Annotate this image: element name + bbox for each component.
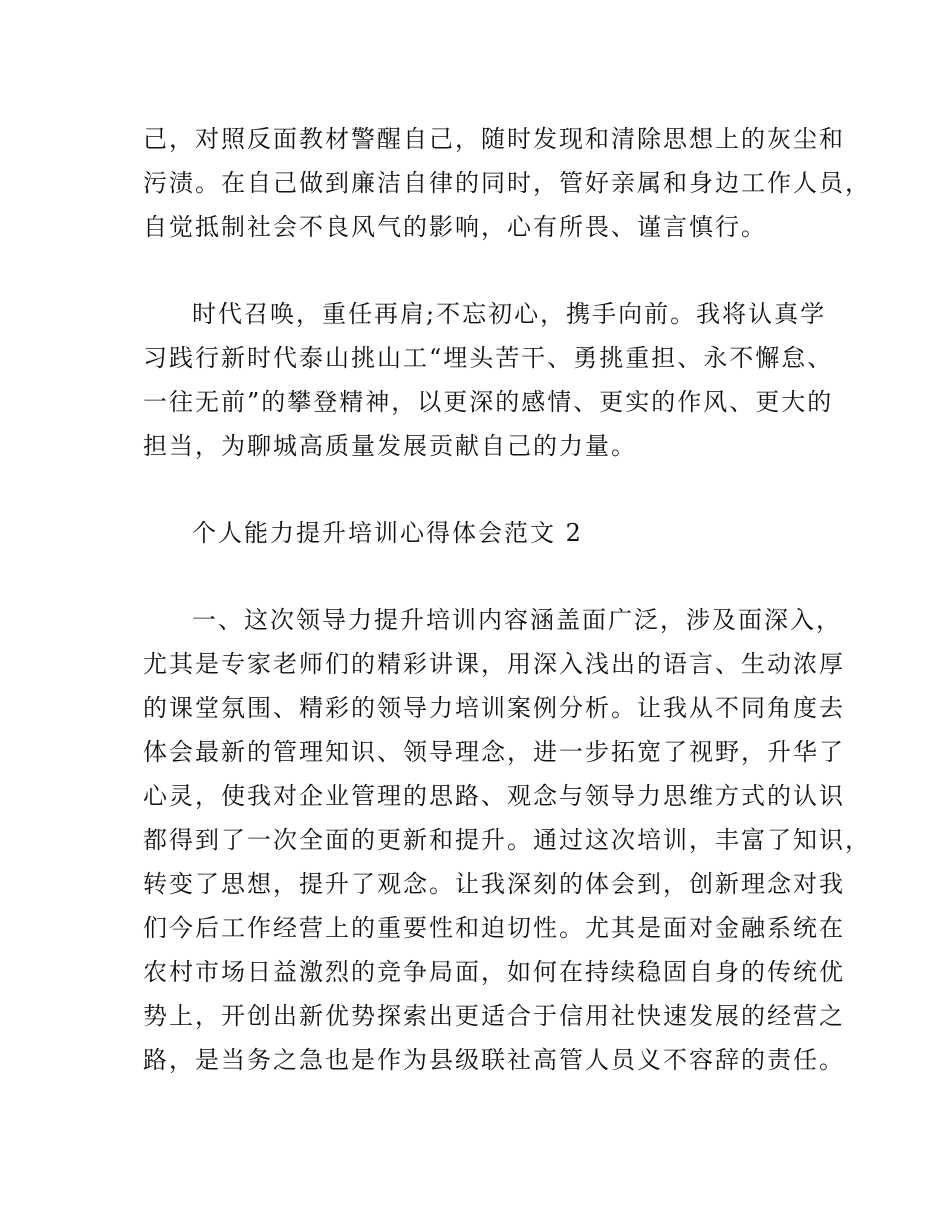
text-line: 体会最新的管理知识、领导理念，进一步拓宽了视野，升华了 [143, 738, 845, 766]
text-line: 一、这次领导力提升培训内容涵盖面广泛，涉及面深入， [192, 606, 842, 634]
text-line: 时代召唤，重任再肩;不忘初心，携手向前。我将认真学 [192, 300, 827, 328]
heading-text: 个人能力提升培训心得体会范文 2 [192, 519, 583, 547]
text-line: 习践行新时代泰山挑山工“埋头苦干、勇挑重担、永不懈怠、 [143, 344, 834, 372]
text-line: 尤其是专家老师们的精彩讲课，用深入浅出的语言、生动浓厚 [143, 650, 845, 678]
text-line: 己，对照反面教材警醒自己，随时发现和清除思想上的灰尘和 [143, 125, 845, 153]
text-line: 路，是当务之急也是作为县级联社高管人员义不容辞的责任。 [143, 1046, 845, 1074]
text-line: 担当，为聊城高质量发展贡献自己的力量。 [143, 432, 637, 460]
text-line: 们今后工作经营上的重要性和迫切性。尤其是面对金融系统在 [143, 914, 845, 942]
text-line: 都得到了一次全面的更新和提升。通过这次培训，丰富了知识， [143, 826, 871, 854]
text-line: 势上，开创出新优势探索出更适合于信用社快速发展的经营之 [143, 1002, 845, 1030]
text-line: 农村市场日益激烈的竞争局面，如何在持续稳固自身的传统优 [143, 958, 845, 986]
text-line: 转变了思想，提升了观念。让我深刻的体会到，创新理念对我 [143, 870, 845, 898]
text-line: 一往无前”的攀登精神，以更深的感情、更实的作风、更大的 [143, 388, 834, 416]
text-line: 的课堂氛围、精彩的领导力培训案例分析。让我从不同角度去 [143, 694, 845, 722]
text-line: 心灵，使我对企业管理的思路、观念与领导力思维方式的认识 [143, 782, 845, 810]
text-line: 自觉抵制社会不良风气的影响，心有所畏、谨言慎行。 [143, 213, 767, 241]
text-line: 污渍。在自己做到廉洁自律的同时，管好亲属和身边工作人员， [143, 169, 871, 197]
